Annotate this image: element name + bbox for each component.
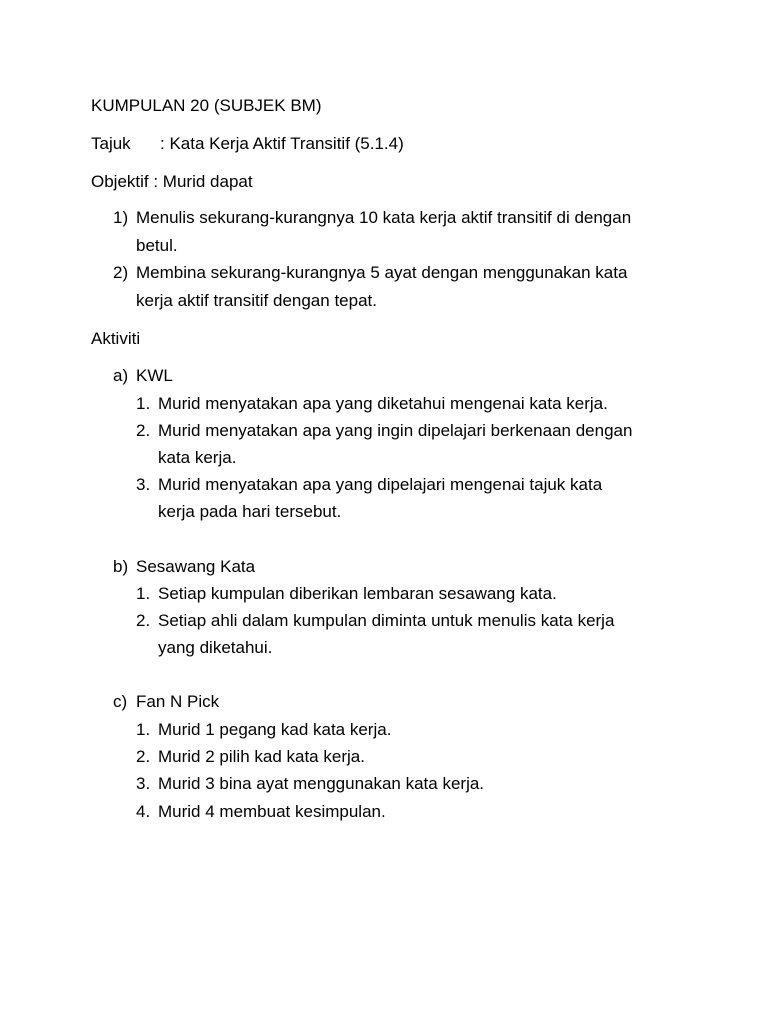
objektif-item-marker: 1) bbox=[113, 208, 129, 227]
step-text: Setiap ahli dalam kumpulan diminta untuk menulis kata kerja bbox=[158, 611, 615, 630]
section-marker: a) bbox=[113, 366, 129, 385]
step-marker: 2. bbox=[136, 421, 151, 440]
section-title: Sesawang Kata bbox=[136, 557, 256, 576]
document-heading: KUMPULAN 20 (SUBJEK BM) bbox=[91, 96, 322, 115]
step-marker: 1. bbox=[136, 394, 151, 413]
step-text: Murid 3 bina ayat menggunakan kata kerja. bbox=[158, 774, 485, 793]
objektif-item-text: betul. bbox=[136, 236, 178, 255]
step-text: Murid 1 pegang kad kata kerja. bbox=[158, 720, 392, 739]
step-marker: 4. bbox=[136, 802, 151, 821]
objektif-item-marker: 2) bbox=[113, 263, 129, 282]
section-marker: c) bbox=[113, 692, 128, 711]
step-text: Murid menyatakan apa yang diketahui mengenai kata kerja. bbox=[158, 394, 608, 413]
step-marker: 3. bbox=[136, 475, 151, 494]
step-marker: 2. bbox=[136, 747, 151, 766]
step-text: Murid 2 pilih kad kata kerja. bbox=[158, 747, 365, 766]
objektif-item-text: kerja aktif transitif dengan tepat. bbox=[136, 291, 377, 310]
step-text: Murid menyatakan apa yang dipelajari mengenai tajuk kata bbox=[158, 475, 603, 494]
tajuk-label: Tajuk bbox=[91, 134, 131, 153]
tajuk-value: : Kata Kerja Aktif Transitif (5.1.4) bbox=[160, 134, 404, 153]
step-text: kata kerja. bbox=[158, 448, 237, 467]
step-text: yang diketahui. bbox=[158, 638, 273, 657]
step-marker: 1. bbox=[136, 584, 151, 603]
section-title: KWL bbox=[136, 366, 173, 385]
section-marker: b) bbox=[113, 557, 129, 576]
step-marker: 2. bbox=[136, 611, 151, 630]
objektif-item-text: Menulis sekurang-kurangnya 10 kata kerja aktif transitif di dengan bbox=[136, 208, 632, 227]
objektif-item-text: Membina sekurang-kurangnya 5 ayat dengan menggunakan kata bbox=[136, 263, 628, 282]
step-marker: 3. bbox=[136, 774, 151, 793]
step-text: Murid 4 membuat kesimpulan. bbox=[158, 802, 386, 821]
step-text: Murid menyatakan apa yang ingin dipelajari berkenaan dengan bbox=[158, 421, 633, 440]
step-text: Setiap kumpulan diberikan lembaran sesawang kata. bbox=[158, 584, 557, 603]
step-marker: 1. bbox=[136, 720, 151, 739]
aktiviti-label: Aktiviti bbox=[91, 329, 141, 348]
step-text: kerja pada hari tersebut. bbox=[158, 502, 342, 521]
objektif-label: Objektif : Murid dapat bbox=[91, 172, 253, 191]
section-title: Fan N Pick bbox=[136, 692, 220, 711]
